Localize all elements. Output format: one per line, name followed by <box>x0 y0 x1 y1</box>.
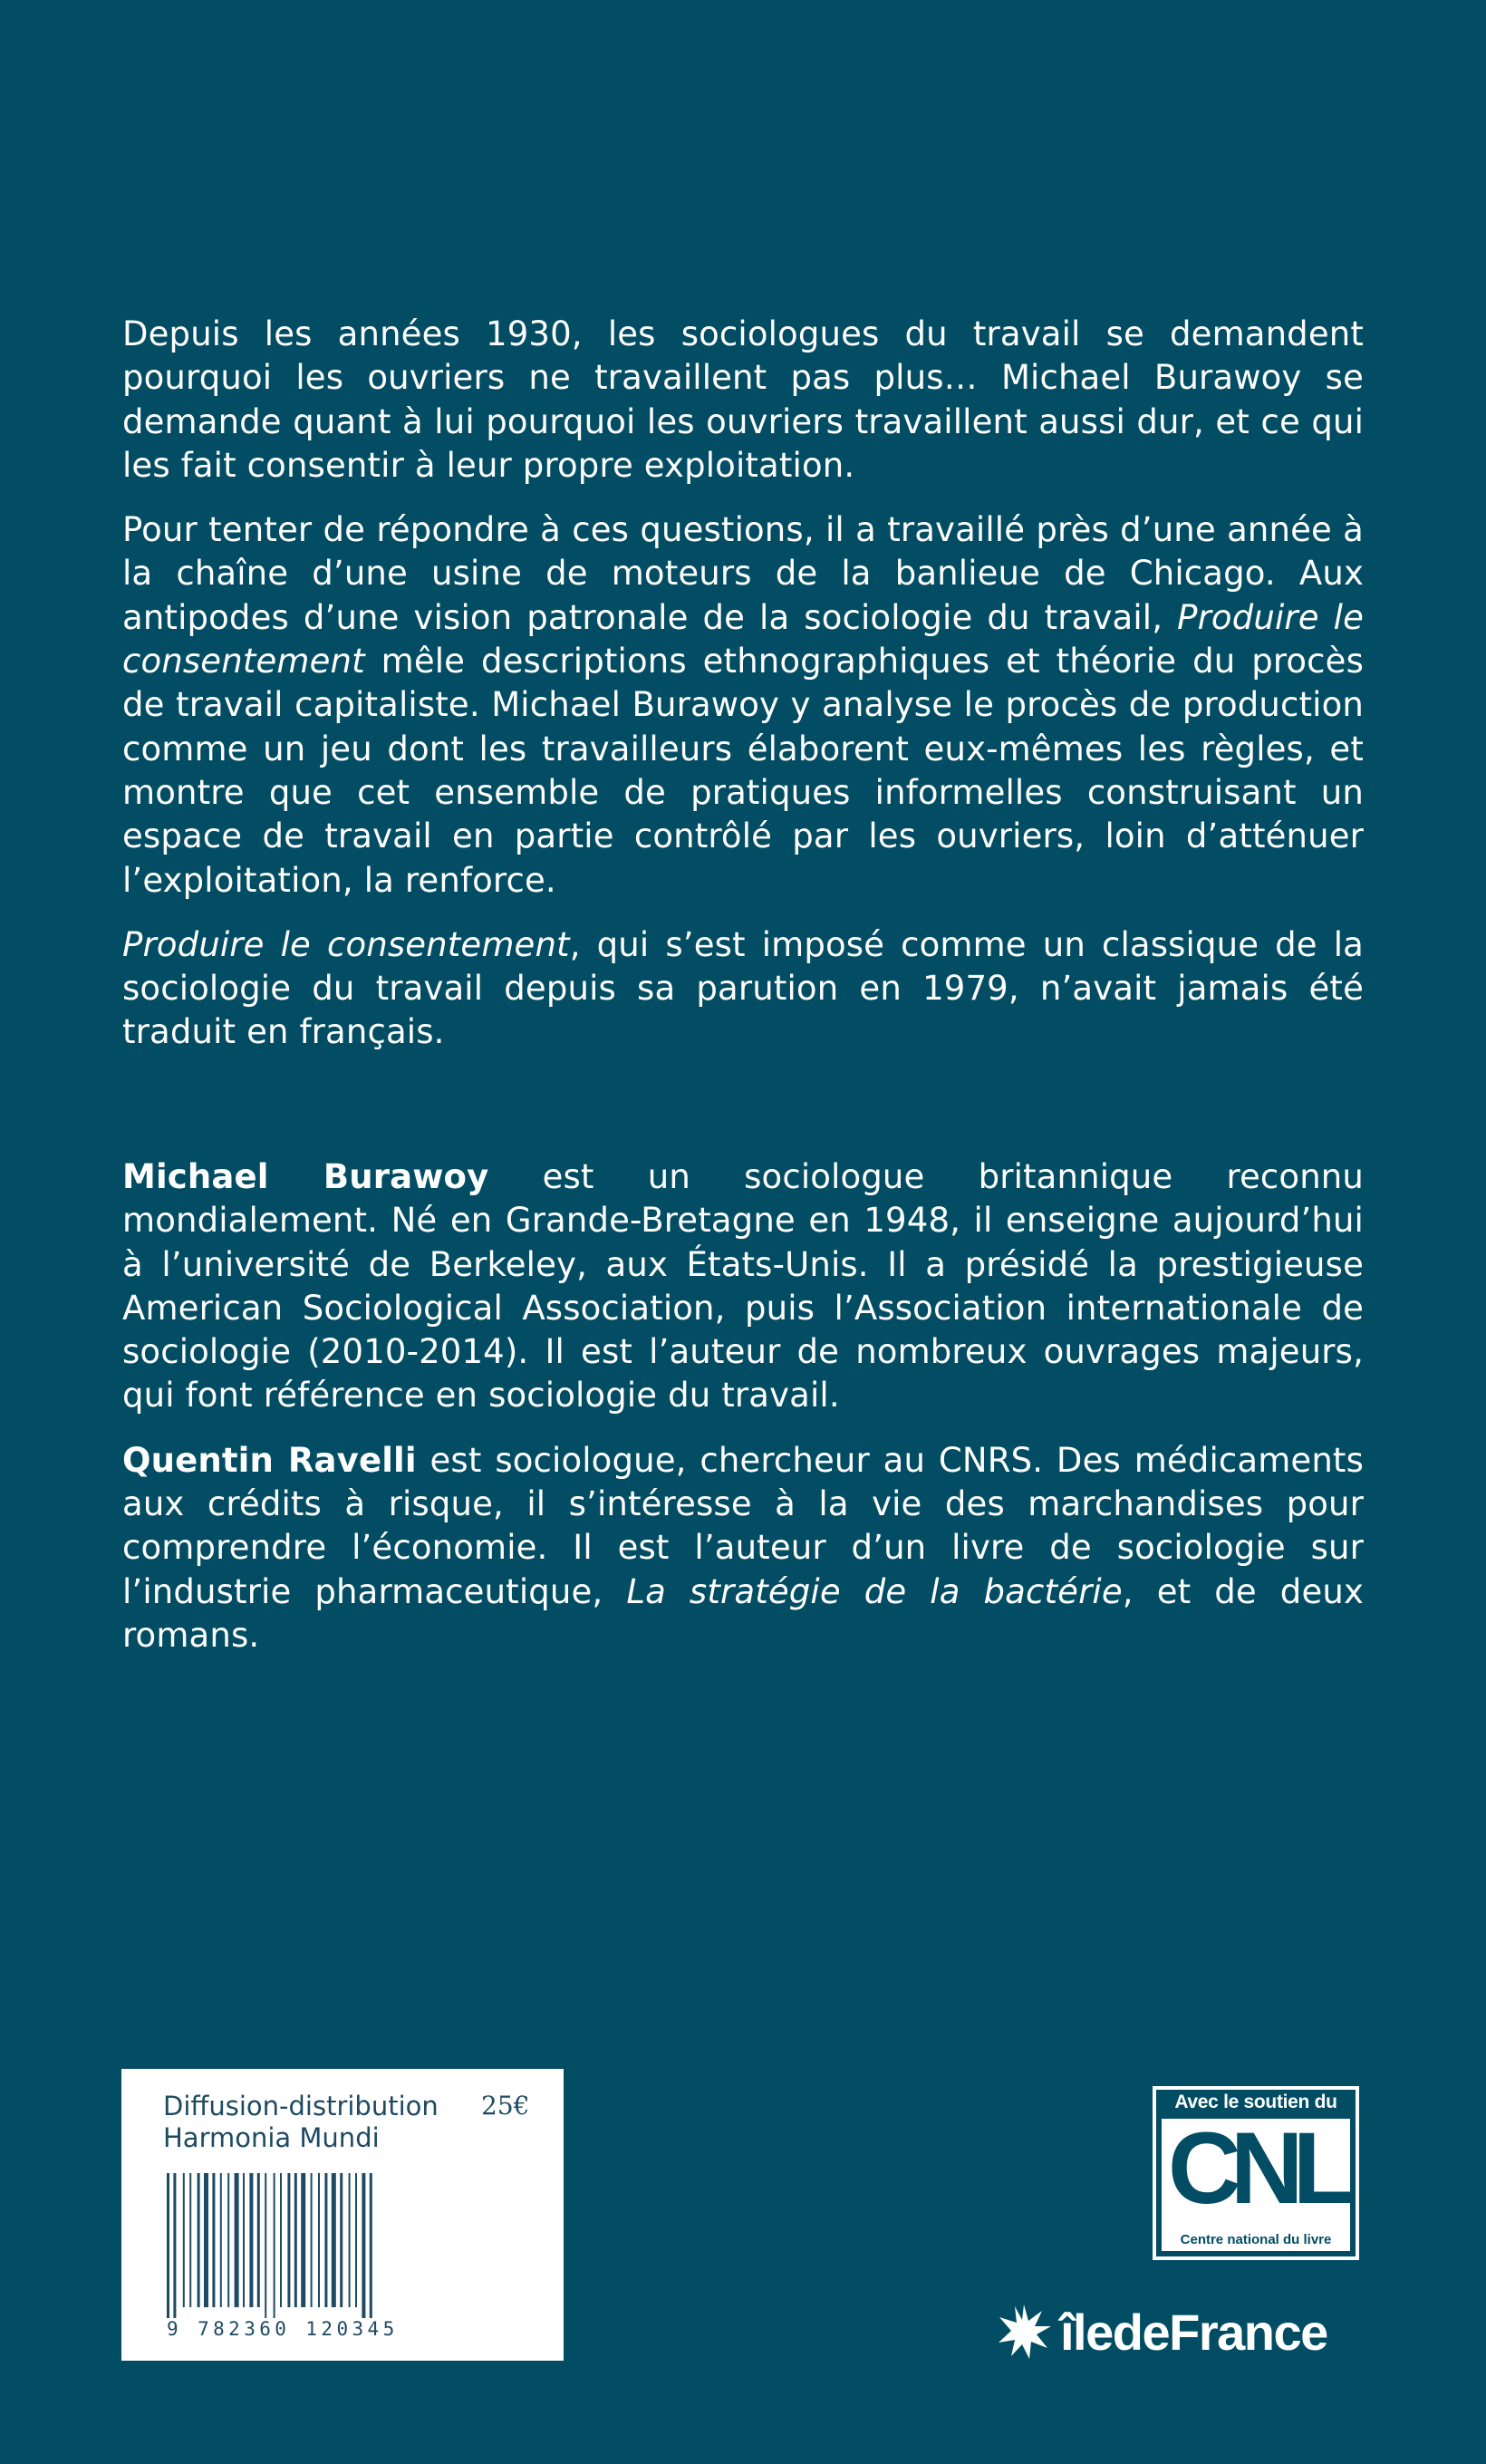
translator-book-title: La stratégie de la bactérie <box>626 1571 1123 1611</box>
barcode-bar <box>294 2173 297 2307</box>
barcode-bar <box>311 2173 313 2307</box>
summary-paragraph-1: Depuis les années 1930, les sociologues du travail se demandent pourquoi les ouvriers ne travaillent pas plus… Michael Burawoy se demande quant à lui pourquoi les ouvriers travaillent aussi dur, et ce qui les fait consentir à leur propre exploitation. <box>122 314 1364 485</box>
summary-paragraph-3-text: , qui s’est imposé comme un classique de la sociologie du travail depuis sa parution en 1979, n’avait jamais été traduit en français. <box>122 924 1364 1052</box>
barcode-bar <box>332 2173 336 2307</box>
author-name: Michael Burawoy <box>122 1157 489 1196</box>
barcode-bar <box>280 2173 282 2307</box>
cnl-letters: CNL <box>1167 2111 1345 2225</box>
translator-bio <box>122 1439 1364 1657</box>
isbn-barcode <box>121 2069 564 2361</box>
barcode-bar <box>324 2173 327 2307</box>
book-summary <box>122 313 1364 1076</box>
biographies <box>122 1155 1364 1678</box>
barcode-bar <box>301 2173 305 2307</box>
star-icon <box>995 2303 1053 2361</box>
barcode-bar <box>362 2173 365 2318</box>
barcode-bar <box>370 2173 372 2318</box>
barcode-bar <box>204 2173 208 2307</box>
barcode-bar <box>235 2173 239 2307</box>
barcode-bar <box>227 2173 229 2307</box>
barcode-bar <box>249 2173 253 2307</box>
barcode-sticker <box>121 2069 564 2361</box>
barcode-bar <box>220 2173 222 2307</box>
barcode-bar <box>173 2173 176 2318</box>
summary-paragraph-2 <box>122 508 1364 903</box>
distribution-line-1: Diffusion-distribution <box>163 2091 439 2121</box>
barcode-bar <box>198 2173 200 2307</box>
barcode-bar <box>189 2173 191 2307</box>
barcode-bar <box>212 2173 215 2307</box>
barcode-bar <box>349 2173 351 2307</box>
author-bio-text: est un sociologue britannique reconnu mondialement. Né en Grande-Bretagne en 1948, il enseigne aujourd’hui à l’université de Berkeley, aux États-Unis. Il a présidé la prestigieuse American Sociological Association, puis l’Association internationale de sociologie (2010-2014). Il est l’auteur de nombreux ouvrages majeurs, qui font référence en sociologie du travail. <box>122 1157 1364 1416</box>
translator-bio-text-a: est sociologue, chercheur au CNRS. Des médicaments aux crédits à risque, il s’intéresse à la vie des marchandises pour comprendre l’économie. Il est l’auteur d’un livre de sociologie sur l’industrie pharmaceutique, <box>122 1440 1364 1611</box>
barcode-bar <box>265 2173 266 2318</box>
barcode-bar <box>243 2173 245 2307</box>
summary-paragraph-3 <box>122 923 1364 1055</box>
barcode-bar <box>287 2173 290 2307</box>
translator-bio-text-b: , et de deux romans. <box>122 1571 1364 1655</box>
price-label: 25€ <box>481 2091 530 2121</box>
ile-de-france-logo <box>995 2300 1327 2363</box>
summary-paragraph-3-book-title: Produire le consentement <box>122 924 570 964</box>
cnl-letters-box <box>1162 2111 1350 2251</box>
barcode-bar <box>318 2173 320 2307</box>
barcode-bar <box>183 2173 185 2307</box>
translator-name: Quentin Ravelli <box>122 1440 417 1480</box>
barcode-bar <box>274 2173 275 2318</box>
barcode-bar <box>257 2173 260 2307</box>
summary-paragraph-2-text-a: Pour tenter de répondre à ces questions, il a travaillé près d’une année à la chaîne d’une usine de moteurs de la banlieue de Chicago. Aux antipodes d’une vision patronale de la sociologie du travail, <box>122 510 1364 637</box>
distribution-line-2: Harmonia Mundi <box>163 2122 380 2153</box>
summary-paragraph-2-book-title: Produire le consentement <box>122 597 1364 681</box>
barcode-bar <box>167 2173 169 2318</box>
author-bio <box>122 1155 1364 1418</box>
cnl-logo <box>1153 2086 1359 2260</box>
ile-de-france-wordmark: îledeFrance <box>1060 2303 1327 2361</box>
cnl-caption: Centre national du livre <box>1180 2232 1332 2247</box>
barcode-bar <box>340 2173 343 2307</box>
cnl-logo-frame <box>1156 2090 1356 2256</box>
barcode-bars <box>167 2173 372 2318</box>
cnl-tagline: Avec le soutien du <box>1174 2092 1337 2112</box>
isbn-digits: 9 782360 120345 <box>167 2318 399 2340</box>
barcode-bar <box>355 2173 357 2307</box>
summary-paragraph-2-text-b: mêle descriptions ethnographiques et théorie du procès de travail capitaliste. Michael Burawoy y analyse le procès de production comme un jeu dont les travailleurs élaborent eux-mêmes les règles, et montre que cet ensemble de pratiques informelles construisant un espace de travail en partie contrôlé par les ouvriers, loin d’atténuer l’exploitation, la renforce. <box>122 642 1364 900</box>
